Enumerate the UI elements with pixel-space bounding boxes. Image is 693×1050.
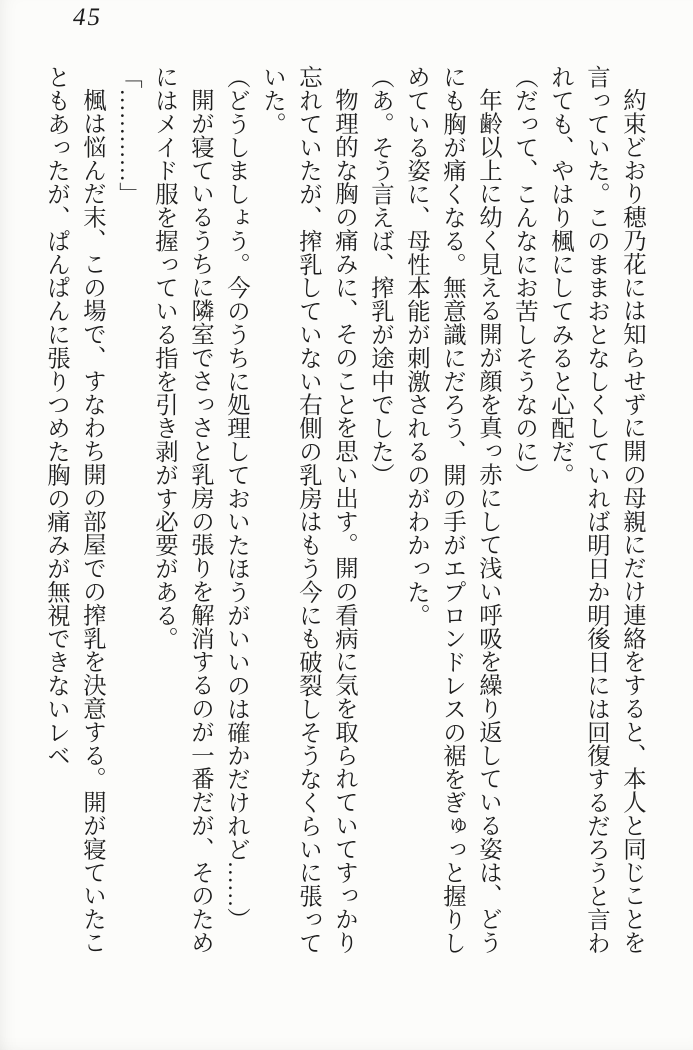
page-number: 45	[73, 4, 102, 31]
paragraph-8: 「…………」	[115, 65, 141, 206]
paragraph-1: 約束どおり穂乃花には知らせずに開の母親にだけ連絡をすると、本人と同じことを言っていた。このままおとなしくしていれば明日か明後日には回復するだろうと言われても、やはり楓にしてみると心配だ。	[547, 65, 645, 955]
paragraph-7: 開が寝ているうちに隣室でさっさと乳房の張りを解消するのが一番だが、そのためにはメイド服を握っている指を引き剥がす必要がある。	[151, 65, 213, 955]
paragraph-5: 物理的な胸の痛みに、そのことを思い出す。開の看病に気を取られていてすっかり忘れていたが、搾乳していない右側の乳房はもう今にも破裂しそうなくらいに張っていた。	[259, 65, 357, 955]
paragraph-6: （どうしましょう。今のうちに処理しておいたほうがいいのは確かだけれど……）	[223, 65, 249, 931]
paragraph-4: （あ。そう言えば、搾乳が途中でした）	[367, 65, 393, 487]
novel-text-block	[38, 65, 650, 960]
paragraph-2: （だって、こんなにお苦しそうなのに）	[511, 65, 537, 487]
paragraph-3: 年齢以上に幼く見える開が顔を真っ赤にして浅い呼吸を繰り返している姿は、どうにも胸が痛くなる。無意識にだろう、開の手がエプロンドレスの裾をぎゅっと握りしめている姿に、母性本能が刺激されるのがわかった。	[403, 65, 501, 955]
paragraph-9: 楓は悩んだ末、この場で、すなわち開の部屋での搾乳を決意する。開が寝ていたこともあったが、ぱんぱんに張りつめた胸の痛みが無視できないレベ	[43, 65, 105, 955]
